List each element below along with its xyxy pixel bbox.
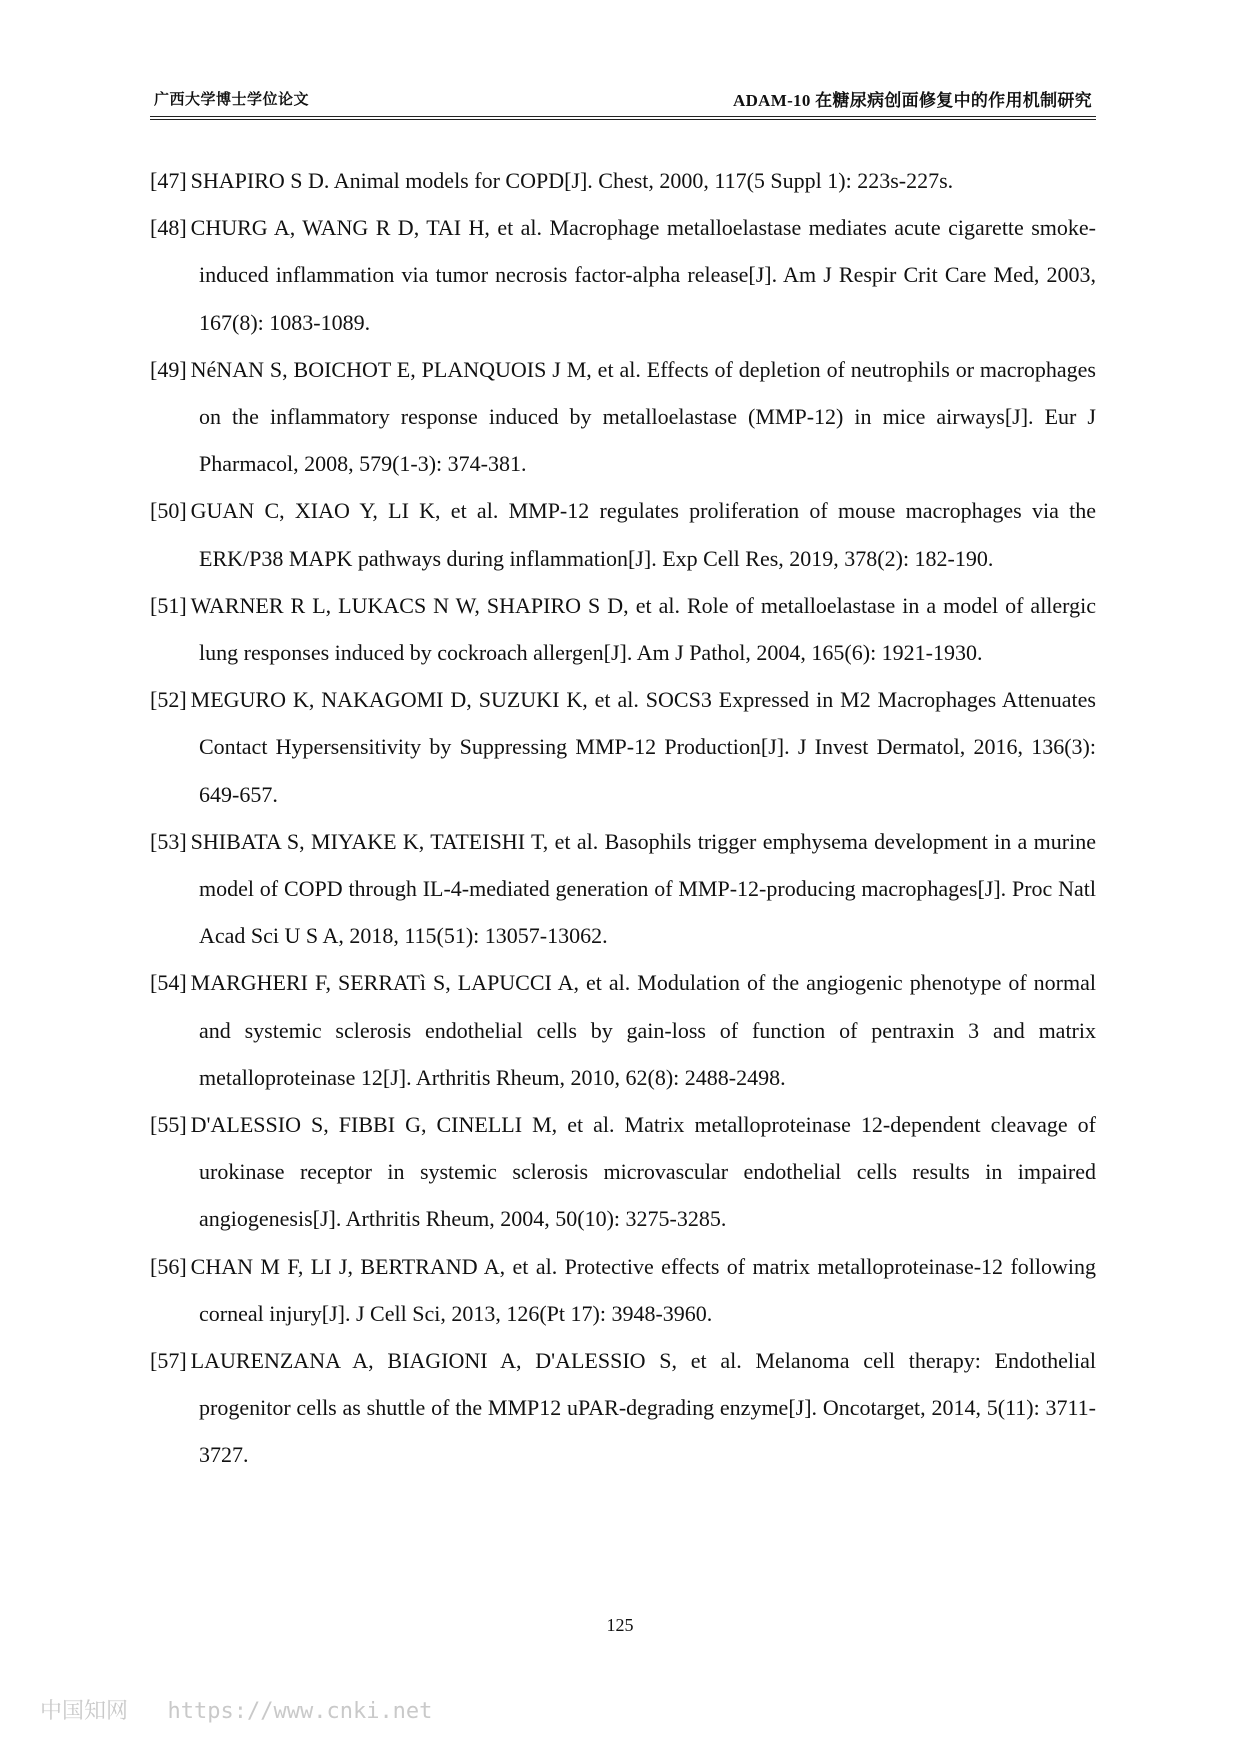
reference-number: [55] [150,1112,187,1138]
reference-item [150,157,1096,204]
reference-text: SHIBATA S, MIYAKE K, TATEISHI T, et al. Basophils trigger emphysema development in a murine model of COPD through IL-4-mediated generation of MMP-12-producing macrophages[J]. Proc Natl Acad Sci U S A, 2018, 115(51): 13057-13062. [190,828,1096,949]
reference-item [150,1101,1096,1243]
reference-text: LAURENZANA A, BIAGIONI A, D'ALESSIO S, et al. Melanoma cell therapy: Endothelial progenitor cells as shuttle of the MMP12 uPAR-degrading enzyme[J]. Oncotarget, 2014, 5(11): 3711-3727. [190,1348,1096,1468]
reference-item [150,487,1096,581]
reference-list [150,157,1096,1479]
reference-number: [50] [150,498,187,524]
reference-text: CHURG A, WANG R D, TAI H, et al. Macrophage metalloelastase mediates acute cigarette smoke-induced inflammation via tumor necrosis factor-alpha release[J]. Am J Respir Crit Care Med, 2003, 167(8): 1083-1089. [190,215,1096,335]
running-header [150,86,1096,120]
reference-number: [47] [150,168,187,193]
reference-item [150,582,1096,676]
reference-item [150,1337,1096,1479]
header-chapter-title: ADAM-10 在糖尿病创面修复中的作用机制研究 [733,91,1092,110]
reference-number: [53] [150,828,187,854]
reference-text: MARGHERI F, SERRATì S, LAPUCCI A, et al. Modulation of the angiogenic phenotype of normal and systemic sclerosis endothelial cells by gain-loss of function of pentraxin 3 and matrix metalloproteinase 12[J]. Arthritis Rheum, 2010, 62(8): 2488-2498. [190,970,1096,1090]
reference-item [150,1243,1096,1337]
reference-text: GUAN C, XIAO Y, LI K, et al. MMP-12 regulates proliferation of mouse macrophages via the ERK/P38 MAPK pathways during inflammation[J]. Exp Cell Res, 2019, 378(2): 182-190. [190,498,1096,571]
cnki-watermark [40,1694,432,1725]
reference-text: CHAN M F, LI J, BERTRAND A, et al. Protective effects of matrix metalloproteinase-12 following corneal injury[J]. J Cell Sci, 2013, 126(Pt 17): 3948-3960. [190,1253,1096,1326]
reference-item [150,818,1096,960]
reference-number: [51] [150,592,187,618]
reference-number: [54] [150,970,187,996]
reference-item [150,676,1096,818]
reference-number: [57] [150,1348,187,1374]
reference-text: WARNER R L, LUKACS N W, SHAPIRO S D, et al. Role of metalloelastase in a model of allergic lung responses induced by cockroach allergen[J]. Am J Pathol, 2004, 165(6): 1921-1930. [190,592,1096,666]
reference-text: SHAPIRO S D. Animal models for COPD[J]. Chest, 2000, 117(5 Suppl 1): 223s-227s. [190,168,954,193]
reference-number: [49] [150,356,187,382]
reference-text: D'ALESSIO S, FIBBI G, CINELLI M, et al. Matrix metalloproteinase 12-dependent cleavage of urokinase receptor in systemic sclerosis microvascular endothelial cells results in impaired angiogenesis[J]. Arthritis Rheum, 2004, 50(10): 3275-3285. [190,1112,1096,1232]
reference-text: MEGURO K, NAKAGOMI D, SUZUKI K, et al. SOCS3 Expressed in M2 Macrophages Attenuates Contact Hypersensitivity by Suppressing MMP-12 Production[J]. J Invest Dermatol, 2016, 136(3): 649-657. [190,687,1096,807]
reference-number: [48] [150,215,187,241]
cnki-url[interactable]: https://www.cnki.net [167,1699,433,1724]
header-thesis-title: 广西大学博士学位论文 [154,90,310,108]
page-number: 125 [606,1615,634,1635]
cnki-logo: 中国知网 [40,1699,129,1724]
reference-number: [52] [150,687,187,713]
reference-number: [56] [150,1253,187,1279]
reference-text: NéNAN S, BOICHOT E, PLANQUOIS J M, et al. Effects of depletion of neutrophils or macrophages on the inflammatory response induced by metalloelastase (MMP-12) in mice airways[J]. Eur J Pharmacol, 2008, 579(1-3): 374-381. [190,356,1096,477]
reference-item [150,204,1096,346]
reference-item [150,346,1096,488]
reference-item [150,959,1096,1101]
